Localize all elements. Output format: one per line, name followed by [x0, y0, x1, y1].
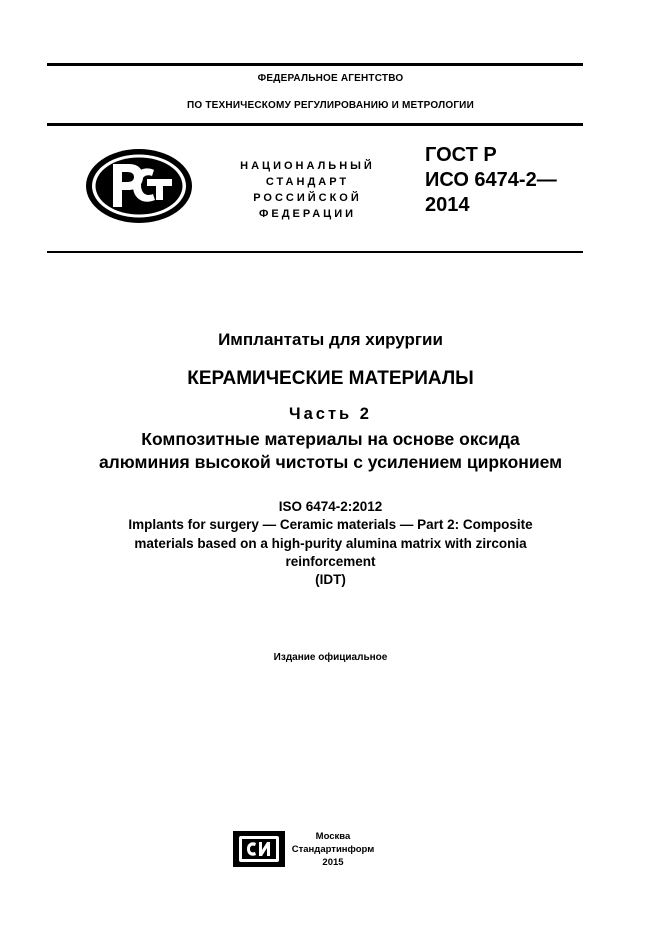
title-caps: КЕРАМИЧЕСКИЕ МАТЕРИАЛЫ [187, 368, 474, 389]
designation-line-2: ИСО 6474-2— [425, 169, 557, 191]
agency-line-2: ПО ТЕХНИЧЕСКОМУ РЕГУЛИРОВАНИЮ И МЕТРОЛОГИИ [187, 100, 474, 111]
publication-city: Москва [315, 831, 351, 842]
designation-line-3: 2014 [425, 194, 470, 216]
iso-title-line-1: Implants for surgery — Ceramic materials — Part 2: Composite [128, 517, 533, 532]
designation-line-1: ГОСТ Р [425, 144, 497, 166]
publisher-logo [233, 831, 285, 867]
agency-line-1: ФЕДЕРАЛЬНОЕ АГЕНТСТВО [257, 73, 404, 84]
subtitle-line-1: Композитные материалы на основе оксида [141, 429, 520, 449]
iso-idt: (IDT) [315, 572, 346, 587]
designation-rule [47, 251, 583, 253]
title-part: Часть 2 [289, 405, 372, 423]
standard-type-line-1: НАЦИОНАЛЬНЫЙ [240, 160, 375, 172]
title-main: Имплантаты для хирургии [218, 330, 443, 349]
standard-type-line-2: СТАНДАРТ [265, 176, 350, 188]
subtitle-line-2: алюминия высокой чистоты с усилением цирконием [98, 452, 563, 472]
iso-code: ISO 6474-2:2012 [278, 499, 383, 514]
publication-year: 2015 [322, 857, 344, 868]
iso-title-line-2: materials based on a high-purity alumina matrix with zirconia [134, 536, 527, 551]
top-rule [47, 63, 583, 66]
standard-type-line-3: РОССИЙСКОЙ [253, 192, 362, 204]
publication-publisher: Стандартинформ [291, 844, 375, 855]
iso-title-line-3: reinforcement [285, 554, 376, 569]
gost-r-logo-icon [84, 147, 194, 225]
standartinform-logo-icon [233, 831, 285, 867]
header-rule [47, 123, 583, 126]
edition-label: Издание официальное [273, 652, 388, 663]
standard-type-line-4: ФЕДЕРАЦИИ [258, 208, 357, 220]
gost-r-logo [84, 147, 194, 225]
